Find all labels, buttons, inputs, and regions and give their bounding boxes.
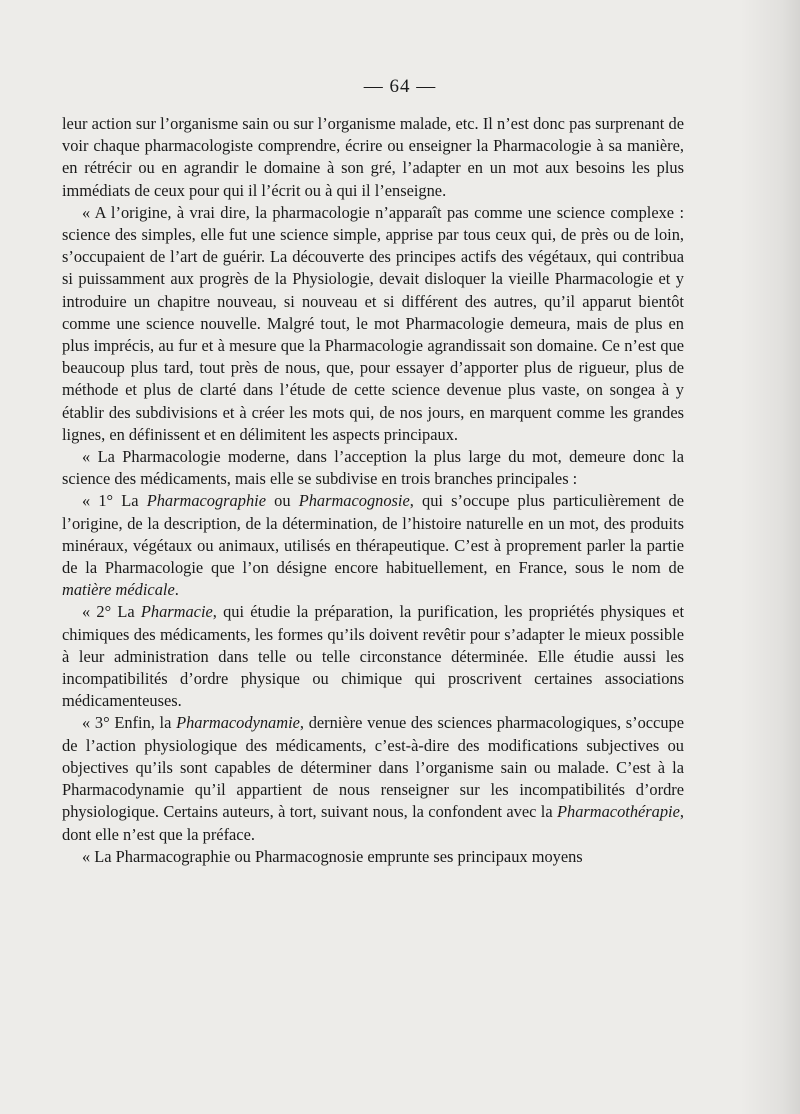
page-edge-shadow — [740, 0, 800, 1114]
page-number: — 64 — — [363, 76, 437, 97]
text-run: leur action sur l’organisme sain ou sur l’organisme malade, etc. Il n’est donc pas surprenant de voir chaque pharmacologiste comprendre, écrire ou enseigner la Pharmacologie à sa manière, en rétrécir ou en agrandir le domaine à son gré, l’adapter en un mot aux besoins les plus immédiats de ceux pour qui il l’écrit ou à qui il l’enseigne. — [62, 114, 684, 200]
text-run: , qui s’occupe plus particulièrement de l’origine, de la description, de la détermination, de l’histoire naturelle en un mot, des produits minéraux, végétaux ou animaux, utilisés en thérapeutique. C’est à proprement parler la partie de la Pharmacologie que l’on désigne encore habituellement, en France, sous le nom de — [62, 491, 685, 578]
text-run: « 3° Enfin, la — [82, 713, 177, 733]
paragraph-1 — [62, 113, 684, 202]
paragraph-5 — [62, 601, 684, 712]
italic-term: matière médicale — [62, 580, 175, 600]
paragraph-6 — [62, 712, 684, 845]
text-run: , qui étudie la préparation, la purification, les propriétés physiques et chimiques des médicaments, les formes qu’ils doivent revêtir pour s’adapter le mieux possible à leur administration dans telle ou telle circonstance déterminée. Elle étudie aussi les incompatibilités d’ordre physique ou chimique qui proscrivent certaines associations médicamenteuses. — [62, 602, 685, 711]
italic-term: Pharmacothérapie — [556, 802, 680, 822]
italic-term: Pharmacie — [140, 602, 213, 622]
text-run: « La Pharmacologie moderne, dans l’acception la plus large du mot, demeure donc la science des médicaments, mais elle se subdivise en trois branches principales : — [62, 447, 684, 489]
text-run: « 2° La — [82, 602, 141, 622]
text-run: . — [174, 580, 179, 600]
paragraph-7 — [62, 846, 684, 868]
paragraph-3 — [62, 446, 684, 490]
italic-term: Pharmacographie — [146, 491, 266, 511]
text-run: , dernière venue des sciences pharmacologiques, s’occupe de l’action physiologique des médicaments, c’est-à-dire des modifications subjectives ou objectives qu’ils sont capables de déterminer dans l’organisme sain ou malade. C’est à la Pharmacodynamie qu’il appartient de nous renseigner sur les incompatibilités d’ordre physiologique. Certains auteurs, à tort, suivant nous, la confondent avec la — [62, 713, 684, 822]
paragraph-2 — [62, 202, 684, 446]
text-run: ou — [265, 491, 299, 511]
text-run: « La Pharmacographie ou Pharmacognosie emprunte ses principaux moyens — [82, 846, 583, 866]
italic-term: Pharmacognosie — [298, 491, 410, 511]
paragraph-4 — [62, 490, 684, 601]
body-text — [62, 113, 684, 868]
text-run: « 1° La — [82, 491, 147, 511]
text-run: « A l’origine, à vrai dire, la pharmacologie n’apparaît pas comme une science complexe : science des simples, elle fut une science simple, apprise par tous ceux qui, de près ou de loin, s’occupaient de l’art de guérir. La découverte des principes actifs des végétaux, qui contribua si puissamment aux progrès de la Physiologie, devait disloquer la vieille Pharmacologie et y introduire un chapitre nouveau, si nouveau et si différent des autres, qu’il apparut bientôt comme une science nouvelle. Malgré tout, le mot Pharmacologie demeura, mais de plus en plus imprécis, au fur et à mesure que la Pharmacologie agrandissait son domaine. Ce n’est que beaucoup plus tard, tout près de nous, que, pour essayer d’apporter plus de rigueur, plus de méthode et plus de clarté dans l’étude de cette science devenue plus vaste, on songea à y établir des subdivisions et à créer les mots qui, de nos jours, en marquent comme les grandes lignes, en définissent et en délimitent les aspects principaux. — [62, 202, 684, 444]
italic-term: Pharmacodynamie — [176, 713, 300, 733]
text-run: , dont elle n’est que la préface. — [62, 802, 684, 844]
